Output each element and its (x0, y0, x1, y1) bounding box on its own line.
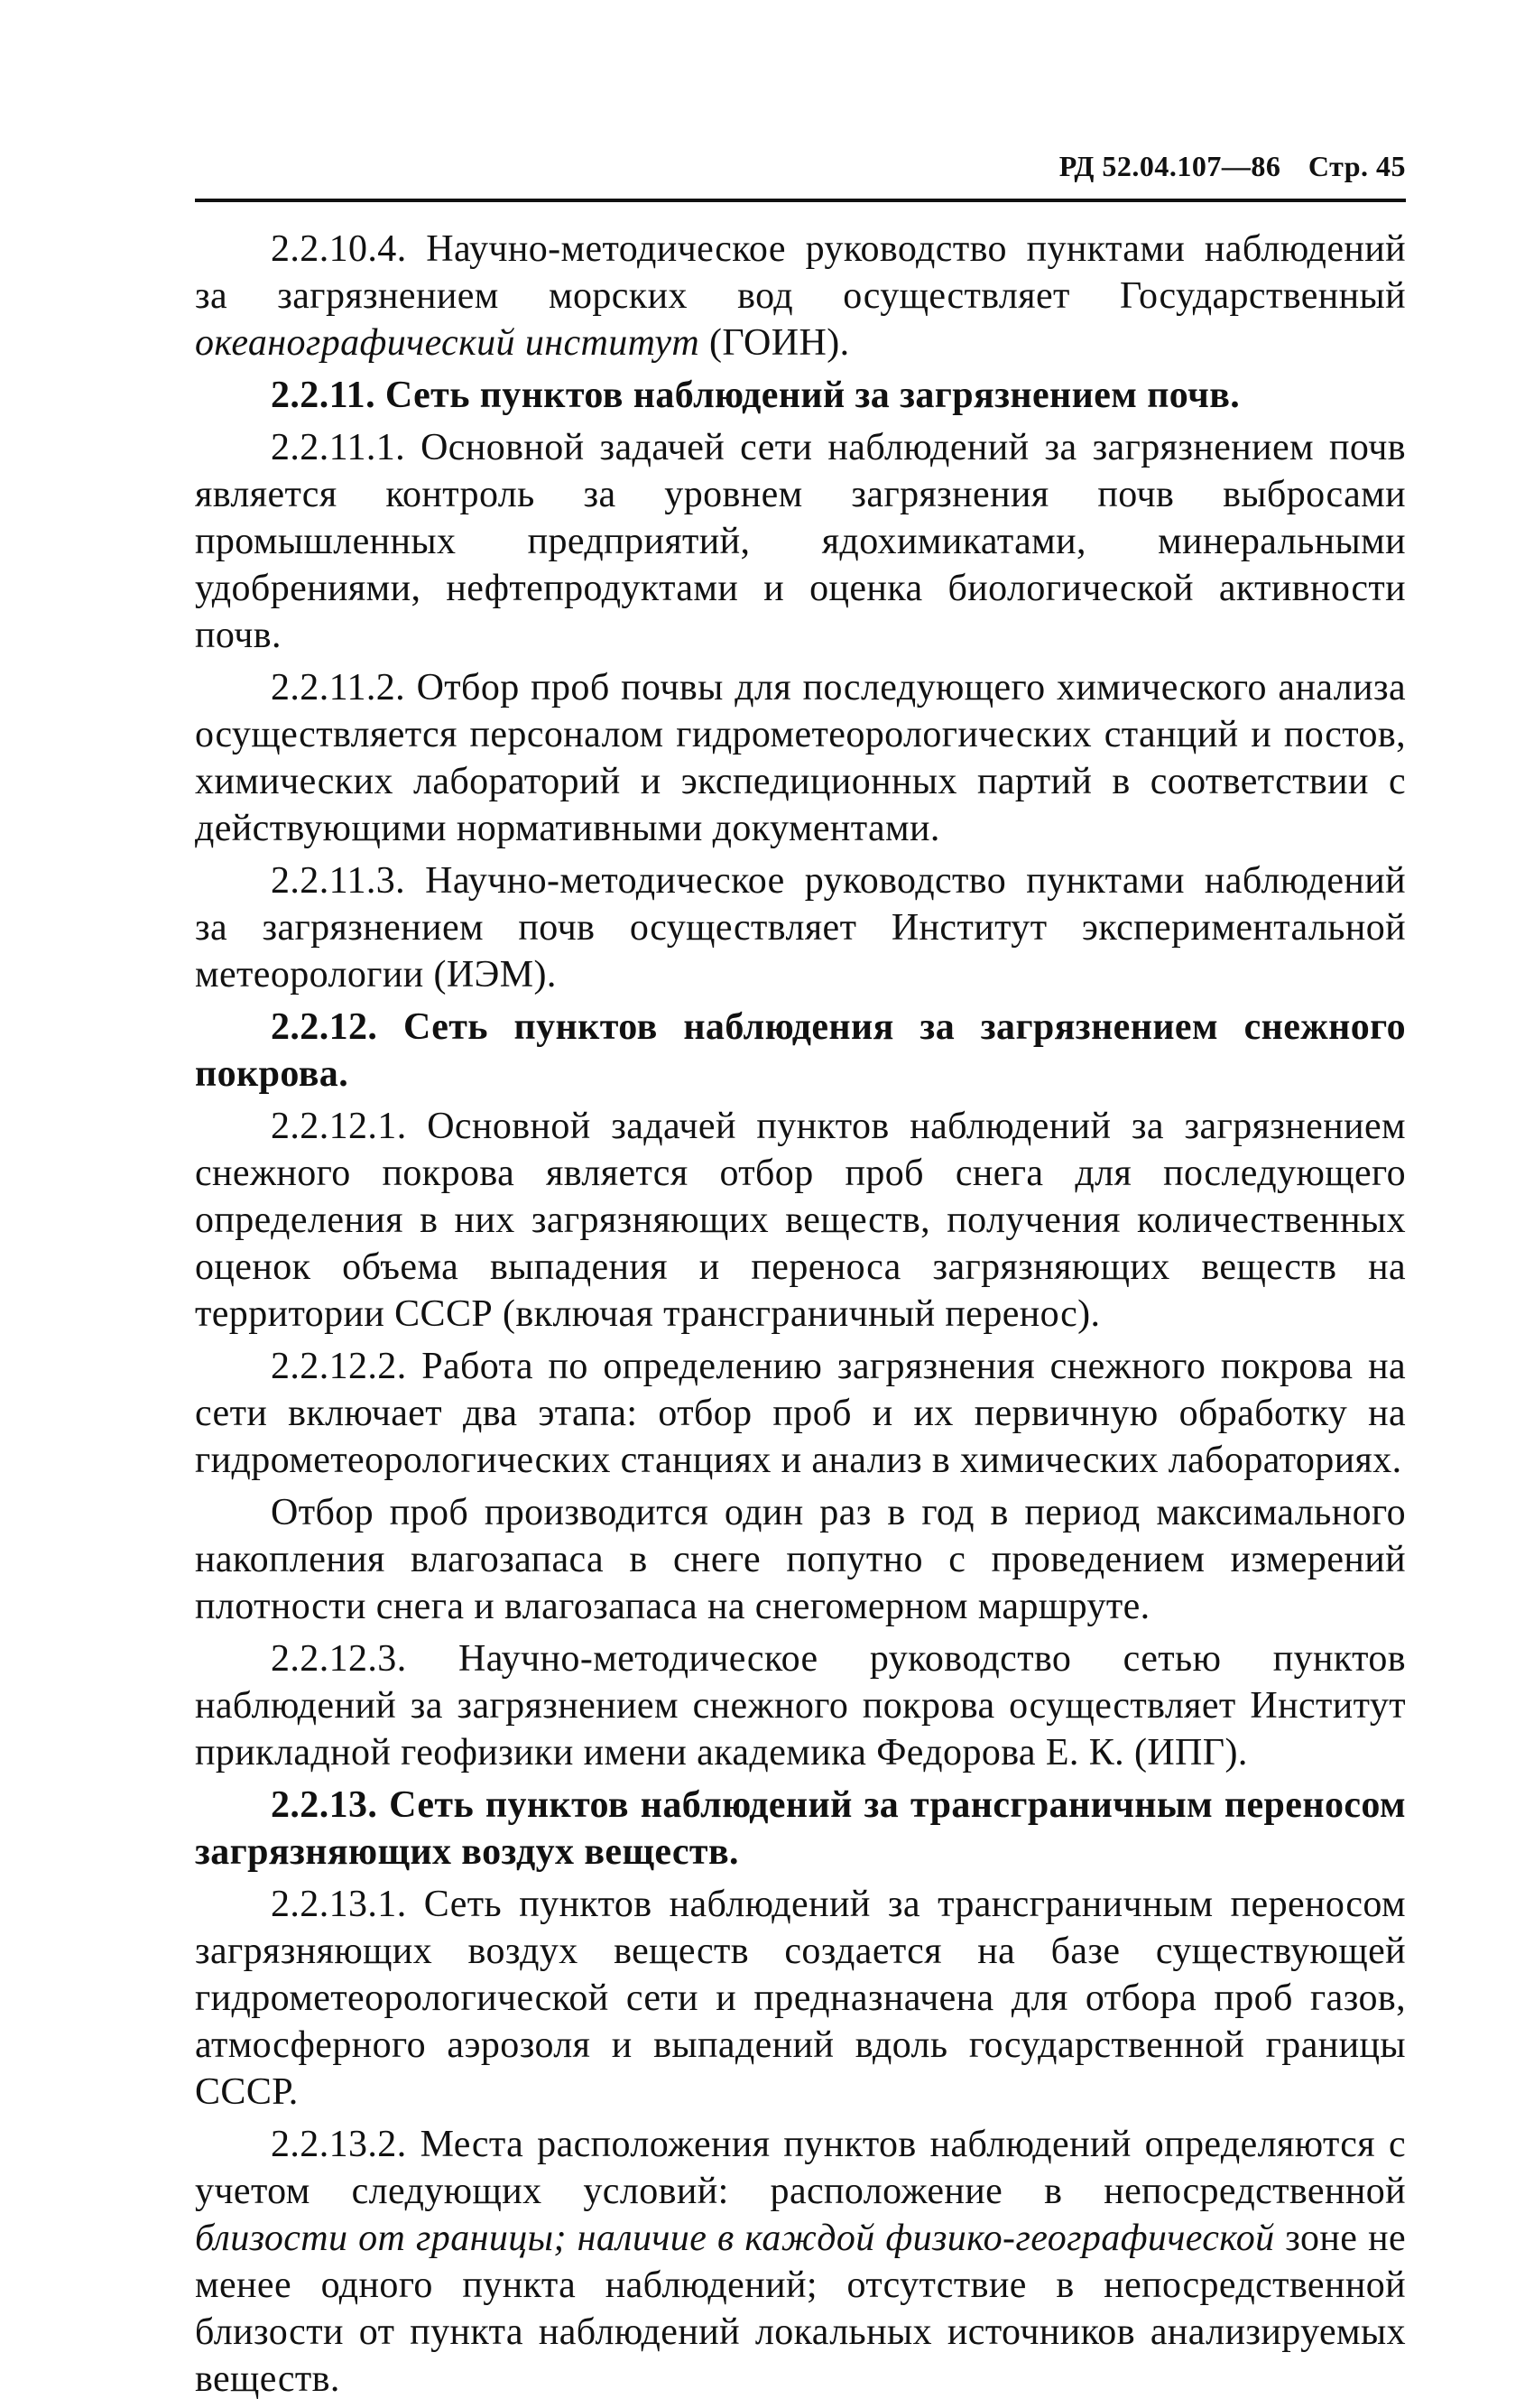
heading-2-2-13: 2.2.13. Сеть пунктов наблюдений за трансграничным переносом загрязняющих воздух веществ. (195, 1784, 1406, 1873)
paragraph-2-2-13-2: 2.2.13.2. Места расположения пунктов наблюдений определяются с учетом следующих условий: расположение в непосредственной близости от границы; наличие в каждой физико-географической зоне не менее одного пункта наблюдений; отсутствие в непосредственной близости от пункта наблюдений локальных источников анализируемых веществ. (195, 2124, 1406, 2400)
document-id: РД 52.04.107—86 (1058, 150, 1281, 182)
paragraph-2-2-11-1: 2.2.11.1. Основной задачей сети наблюдений за загрязнением почв является контроль за уровнем загрязнения почв выбросами промышленных предприятий, ядохимикатами, минеральными удобрениями, нефтепродуктами и оценка биологической активности почв. (195, 427, 1406, 656)
paragraph-sampling: Отбор проб производится один раз в год в период максимального накопления влагозапаса в снеге попутно с проведением измерений плотности снега и влагозапаса на снегомерном маршруте. (195, 1492, 1406, 1627)
paragraph-2-2-11-3: 2.2.11.3. Научно-методическое руководство пунктами наблюдений за загрязнением почв осуществляет Институт экспериментальной метеорологии (ИЭМ). (195, 860, 1406, 996)
heading-2-2-11: 2.2.11. Сеть пунктов наблюдений за загрязнением почв. (271, 375, 1241, 416)
page-header (195, 150, 1406, 183)
paragraph-2-2-12-1: 2.2.12.1. Основной задачей пунктов наблюдений за загрязнением снежного покрова является отбор проб снега для последующего определения в них загрязняющих веществ, получения количественных оценок объема выпадения и переноса загрязняющих веществ на территории СССР (включая трансграничный перенос). (195, 1106, 1406, 1335)
header-rule (195, 199, 1406, 202)
body-text (195, 226, 1406, 2408)
paragraph-2-2-12-3: 2.2.12.3. Научно-методическое руководство сетью пунктов наблюдений за загрязнением снежного покрова осуществляет Институт прикладной геофизики имени академика Федорова Е. К. (ИПГ). (195, 1638, 1406, 1774)
paragraph-2-2-13-1: 2.2.13.1. Сеть пунктов наблюдений за трансграничным переносом загрязняющих воздух веществ создается на базе существующей гидрометеорологической сети и предназначена для отбора проб газов, атмосферного аэрозоля и выпадений вдоль государственной границы СССР. (195, 1884, 1406, 2113)
page-number: Стр. 45 (1308, 150, 1406, 182)
heading-2-2-12: 2.2.12. Сеть пунктов наблюдения за загрязнением снежного покрова. (195, 1006, 1406, 1095)
paragraph-2-2-12-2: 2.2.12.2. Работа по определению загрязнения снежного покрова на сети включает два этапа: отбор проб и их первичную обработку на гидрометеорологических станциях и анализ в химических лабораториях. (195, 1346, 1406, 1481)
paragraph-2-2-10-4: 2.2.10.4. Научно-методическое руководство пунктами наблюдений за загрязнением морских вод осуществляет Государственный океанографический институт (ГОИН). (195, 228, 1406, 364)
paragraph-2-2-11-2: 2.2.11.2. Отбор проб почвы для последующего химического анализа осуществляется персоналом гидрометеорологических станций и постов, химических лабораторий и экспедиционных партий в соответствии с действующими нормативными документами. (195, 667, 1406, 849)
